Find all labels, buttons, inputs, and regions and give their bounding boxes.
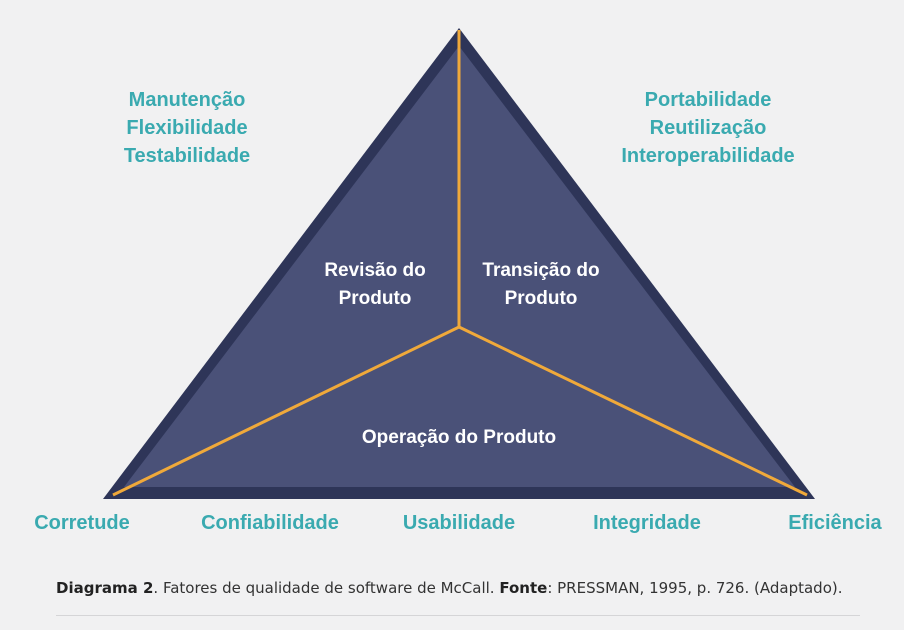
region-operation-label: Operação do Produto	[361, 427, 557, 448]
operation-factor: Integridade	[593, 512, 701, 534]
region-transition-label: Produto	[504, 288, 578, 309]
operation-factor: Usabilidade	[402, 512, 516, 534]
region-revision-label: Revisão do	[324, 260, 426, 281]
caption-title: Diagrama 2	[56, 579, 154, 597]
caption-source-text: : PRESSMAN, 1995, p. 726. (Adaptado).	[547, 579, 843, 597]
transition-factor: Interoperabilidade	[621, 145, 795, 167]
region-revision-label: Produto	[338, 288, 412, 309]
caption-text: Fatores de qualidade de software de McCall.	[162, 579, 500, 597]
transition-factor: Reutilização	[649, 117, 767, 139]
revision-factor: Manutenção	[128, 89, 246, 111]
operation-factor: Confiabilidade	[201, 512, 339, 534]
region-transition-label: Transição do	[482, 260, 600, 281]
revision-factor: Testabilidade	[123, 145, 251, 167]
caption-source-label: Fonte	[499, 579, 548, 597]
diagram-caption	[56, 579, 843, 597]
caption-divider	[56, 615, 860, 616]
caption-separator: .	[153, 579, 163, 597]
transition-factor: Portabilidade	[644, 89, 772, 111]
operation-factor: Corretude	[34, 512, 130, 534]
operation-factor: Eficiência	[788, 512, 882, 534]
revision-factor: Flexibilidade	[126, 117, 248, 139]
